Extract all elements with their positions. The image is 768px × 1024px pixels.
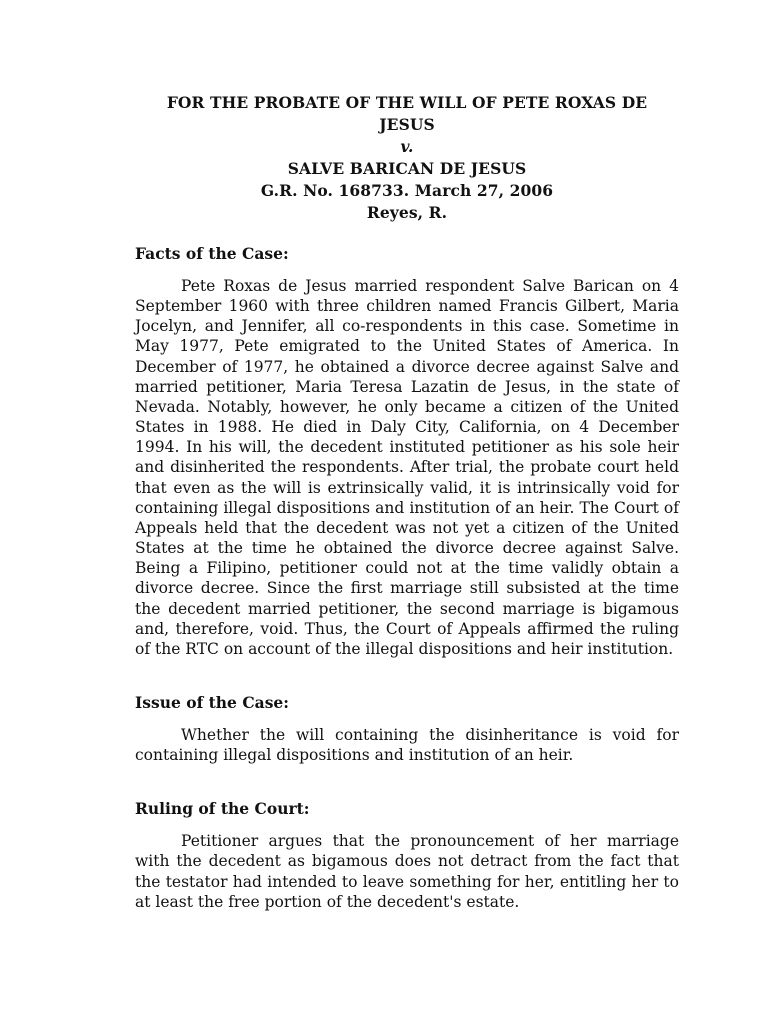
issue-heading: Issue of the Case:	[135, 692, 290, 712]
ponente: Reyes, R.	[366, 203, 448, 222]
title-line-1: FOR THE PROBATE OF THE WILL OF PETE ROXAS DE	[166, 93, 648, 112]
case-citation: G.R. No. 168733. March 27, 2006	[260, 181, 554, 200]
respondent-name: SALVE BARICAN DE JESUS	[287, 159, 527, 178]
issue-paragraph: Whether the will containing the disinheritance is void for containing illegal dispositions and institution of an heir.	[135, 725, 679, 765]
case-title	[135, 92, 679, 224]
document-page	[135, 92, 679, 912]
ruling-paragraph: Petitioner argues that the pronouncement of her marriage with the decedent as bigamous does not detract from the fact that the testator had intended to leave something for her, entitling her to at least the free portion of the decedent's estate.	[135, 832, 679, 911]
versus-label: v.	[400, 137, 414, 156]
facts-heading: Facts of the Case:	[135, 244, 289, 263]
title-line-2: JESUS	[379, 115, 435, 134]
facts-paragraph: Pete Roxas de Jesus married respondent Salve Barican on 4 September 1960 with three children named Francis Gilbert, Maria Jocelyn, and Jennifer, all co-respondents in this case. Sometime in May 1977, Pete emigrated to the United States of America. In December of 1977, he obtained a divorce decree against Salve and married petitioner, Maria Teresa Lazatin de Jesus, in the state of Nevada. Notably, however, he only became a citizen of the United States in 1988. He died in Daly City, California, on 4 December 1994. In his will, the decedent instituted petitioner as his sole heir and disinherited the respondents. After trial, the probate court held that even as the will is extrinsically valid, it is intrinsically void for containing illegal dispositions and institution of an heir. The Court of Appeals held that the decedent was not yet a citizen of the United States at the time he obtained the divorce decree against Salve. Being a Filipino, petitioner could not at the time validly obtain a divorce decree. Since the first marriage still subsisted at the time the decedent married petitioner, the second marriage is bigamous and, therefore, void. Thus, the Court of Appeals affirmed the ruling of the RTC on account of the illegal dispositions and heir institution.	[135, 277, 679, 658]
ruling-heading: Ruling of the Court:	[135, 799, 310, 819]
